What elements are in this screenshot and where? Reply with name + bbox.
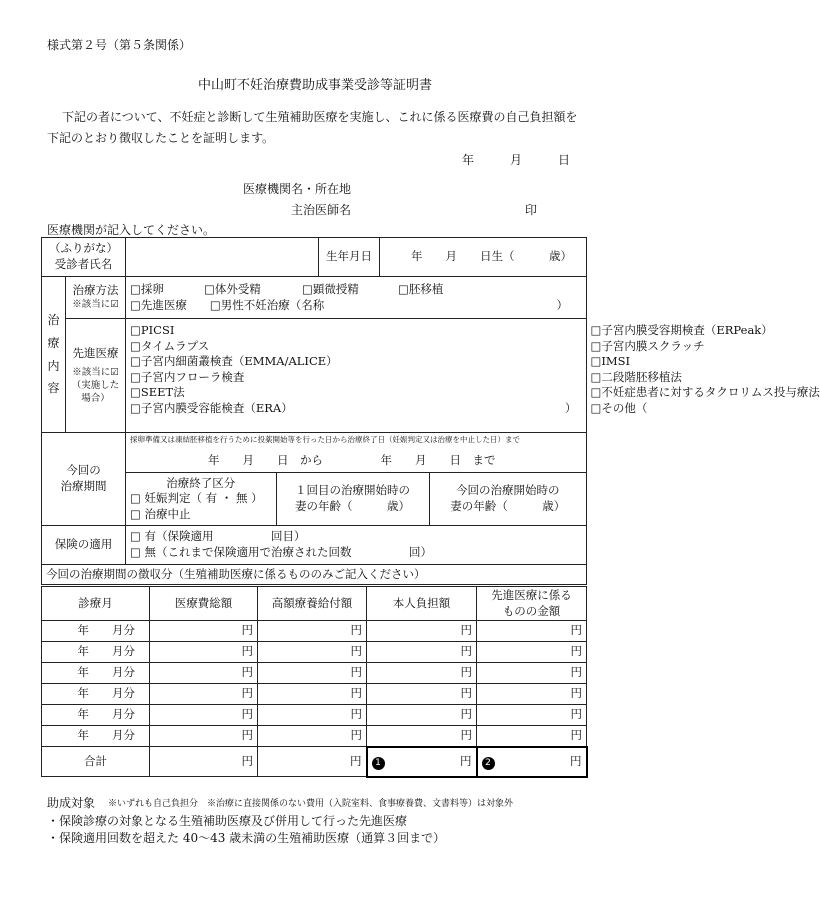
furigana-label: （ふりがな） (49, 241, 118, 256)
period-range-cell (126, 433, 587, 473)
total-advanced[interactable]: 2 円 (477, 747, 587, 777)
option-embryo-transfer[interactable]: □胚移植 (398, 281, 444, 296)
patient-name-field[interactable] (126, 238, 319, 277)
end-category (126, 473, 276, 525)
period-note: 採卵準備又は凍結胚移植を行うために投薬開始等を行った日から治療終了日（妊娠判定又は治療を中止した日）まで (130, 435, 520, 444)
option-flora[interactable]: □子宮内フローラ検査 (130, 369, 245, 384)
option-era[interactable]: □子宮内膜受容能検査（ERA） (130, 400, 293, 415)
name-label: 受診者氏名 (54, 257, 113, 271)
cell-yen[interactable]: 円 (258, 705, 367, 726)
treatment-section-label: 治 療 内 容 (42, 277, 66, 433)
doctor-label: 主治医師名 (291, 203, 352, 217)
cell-yen[interactable]: 円 (150, 642, 258, 663)
insurance-no-option[interactable]: □ 無（これまで保険適用で治療された回数 回） (130, 545, 433, 559)
period-detail-cell (126, 473, 587, 526)
cell-yen[interactable]: 円 (258, 726, 367, 747)
advanced-options-left (126, 319, 587, 433)
method-check-note: ※該当に☑ (72, 298, 119, 310)
certificate-form-table: （ふりがな） 受診者氏名 生年月日 年 月 日生（ 歳） 治 療 内 容 治療方法 ※該当に☑ □採卵 □体外受精 □顕微授精 □胚移植 □先進医療 □男性不妊治療（名称 ） 先進医療 ※該当に☑ （実施した 場合） □PICSI □タイムラプス □子宮内細菌叢検査（EMMA/ALICE） □子宮内フローラ検査 □SEET法 □子宮内膜受容能検査（ERA） □子宮内膜受容期検査（ERPeak） □子宮内膜スクラッチ □IMSI □二段階胚移植法 □不妊症患者に対するタクロリムス投与療法 □その他（ ） 今回の 治療期間 採卵準備又は凍結胚移植を行うために投薬開始等を行った日から治療終了日（妊娠判定又は治療を中止した日）まで 年 月 日 から 年 月 日 まで 治療終了区分 □ 妊娠判定（ 有 ・ 無 ） □ 治療中止 １回目の治療開始時の 妻の年齢（ 歳） 今回の治療開始時の 妻の年齢（ 歳） 保険の適用 □ 有（保険適用 回目） □ 無（これまで保険適用で治療された回数 回） 今回の治療期間の徴収分（生殖補助医療に係るもののみご記入ください） (41, 237, 587, 585)
period-range[interactable]: 年 月 日 から 年 月 日 まで (208, 453, 496, 468)
total-high-cost[interactable]: 円 (258, 747, 367, 777)
subsidy-item-2: ・保険適用回数を超えた 40〜43 歳未満の生殖補助医療（通算３回まで） (47, 831, 446, 845)
advanced-label-cell: 先進医療 ※該当に☑ （実施した 場合） (66, 319, 126, 433)
cell-yen[interactable]: 円 (477, 684, 587, 705)
insurance-options (126, 526, 587, 565)
cell-yen[interactable]: 円 (477, 642, 587, 663)
total-row (42, 747, 587, 777)
period-label-cell (42, 433, 126, 526)
cell-yen[interactable]: 円 (150, 684, 258, 705)
row-month[interactable]: 年 月分 (42, 621, 150, 642)
cell-yen[interactable]: 円 (150, 663, 258, 684)
header-total-cost: 医療費総額 (150, 587, 258, 621)
cell-yen[interactable]: 円 (367, 642, 477, 663)
end-stop-option[interactable]: □ 治療中止 (130, 506, 191, 521)
cell-yen[interactable]: 円 (150, 621, 258, 642)
option-egg-retrieval[interactable]: □採卵 (130, 281, 164, 296)
form-number: 様式第２号（第５条関係） (47, 38, 192, 52)
cell-yen[interactable]: 円 (367, 684, 477, 705)
institution-label: 医療機関名・所在地 (243, 182, 352, 196)
option-male-infertility[interactable]: □男性不妊治療（名称 (209, 297, 325, 312)
method-label: 治療方法 (72, 283, 119, 298)
male-infertility-close: ） (556, 297, 568, 312)
cell-yen[interactable]: 円 (367, 726, 477, 747)
header-month: 診療月 (42, 587, 150, 621)
subsidy-item-1: ・保険診療の対象となる生殖補助医療及び併用して行った先進医療 (47, 814, 408, 828)
option-picsi[interactable]: □PICSI (130, 323, 175, 337)
row-month[interactable]: 年 月分 (42, 705, 150, 726)
table-row (42, 684, 587, 705)
subsidy-label: 助成対象 (47, 796, 96, 810)
row-month[interactable]: 年 月分 (42, 726, 150, 747)
cell-yen[interactable]: 円 (477, 726, 587, 747)
table-row (42, 621, 587, 642)
row-month[interactable]: 年 月分 (42, 663, 150, 684)
intro-line-2: 下記のとおり徴収したことを証明します。 (47, 131, 275, 145)
cell-yen[interactable]: 円 (150, 705, 258, 726)
other-close: ） (565, 400, 577, 415)
cell-yen[interactable]: 円 (477, 621, 587, 642)
period-label-2: 治療期間 (60, 479, 107, 493)
method-options (126, 277, 587, 319)
option-icsi[interactable]: □顕微授精 (302, 281, 359, 296)
patient-name-label (42, 238, 126, 277)
mark-2-icon: 2 (482, 757, 495, 770)
fees-table (41, 586, 588, 778)
cell-yen[interactable]: 円 (477, 705, 587, 726)
end-category-label: 治療終了区分 (166, 475, 236, 490)
insurance-label: 保険の適用 (42, 526, 126, 565)
mark-1-icon: 1 (372, 757, 385, 770)
table-row (42, 705, 587, 726)
option-timelapse[interactable]: □タイムラプス (130, 338, 210, 353)
header-advanced-amount: 先進医療に係る ものの金額 (477, 587, 587, 621)
cell-yen[interactable]: 円 (367, 663, 477, 684)
total-self-pay[interactable]: 1 円 (367, 747, 477, 777)
total-cost[interactable]: 円 (150, 747, 258, 777)
cell-yen[interactable]: 円 (258, 642, 367, 663)
method-label-cell (66, 277, 126, 319)
fees-title: 今回の治療期間の徴収分（生殖補助医療に係るもののみご記入ください） (42, 565, 587, 585)
table-row (42, 726, 587, 747)
dob-label: 生年月日 (319, 238, 380, 277)
row-month[interactable]: 年 月分 (42, 684, 150, 705)
certify-date[interactable]: 年 月 日 (462, 153, 571, 167)
option-emma-alice[interactable]: □子宮内細菌叢検査（EMMA/ALICE） (130, 354, 338, 369)
insurance-yes-option[interactable]: □ 有（保険適用 回目） (130, 529, 306, 544)
dob-field[interactable]: 年 月 日生（ 歳） (380, 238, 587, 277)
total-label: 合計 (42, 747, 150, 777)
option-advanced[interactable]: □先進医療 (130, 297, 187, 312)
cell-yen[interactable]: 円 (258, 684, 367, 705)
cell-yen[interactable]: 円 (258, 621, 367, 642)
cell-yen[interactable]: 円 (150, 726, 258, 747)
cell-yen[interactable]: 円 (367, 705, 477, 726)
header-high-cost: 高額療養給付額 (258, 587, 367, 621)
table-row (42, 663, 587, 684)
period-label-1: 今回の (66, 463, 101, 478)
row-month[interactable]: 年 月分 (42, 642, 150, 663)
option-other[interactable]: □その他（ (590, 400, 648, 415)
option-seet[interactable]: □SEET法 (130, 385, 185, 400)
table-row (42, 642, 587, 663)
cell-yen[interactable]: 円 (367, 621, 477, 642)
advanced-label: 先進医療 (72, 345, 119, 360)
current-age[interactable]: 今回の治療開始時の 妻の年齢（ 歳） (450, 483, 566, 513)
subsidy-note: ※いずれも自己負担分 ※治療に直接関係のない費用（入院室料、食事療養費、文書料等）は対象外 (108, 799, 514, 809)
intro-line-1: 下記の者について、不妊症と診断して生殖補助医療を実施し、これに係る医療費の自己負担額を (62, 110, 578, 124)
cell-yen[interactable]: 円 (477, 663, 587, 684)
first-age[interactable]: １回目の治療開始時の 妻の年齢（ 歳） (276, 473, 429, 525)
option-ivf[interactable]: □体外受精 (204, 281, 261, 296)
fill-note: 医療機関が記入してください。 (47, 223, 216, 237)
seal-mark: 印 (525, 203, 538, 217)
header-self-pay: 本人負担額 (367, 587, 477, 621)
end-pregnancy-option[interactable]: □ 妊娠判定（ 有 ・ 無 ） (130, 491, 263, 506)
page-title: 中山町不妊治療費助成事業受診等証明書 (197, 78, 432, 93)
cell-yen[interactable]: 円 (258, 663, 367, 684)
